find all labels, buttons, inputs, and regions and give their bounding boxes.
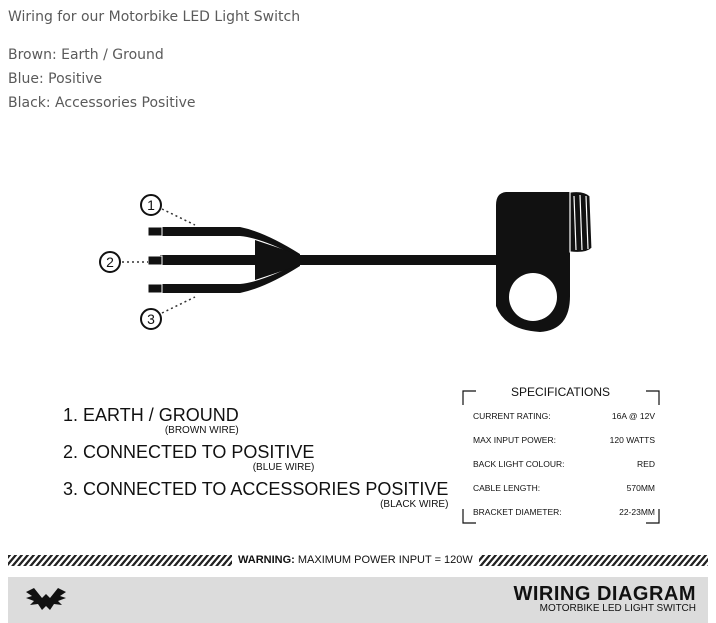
spec-label: BRACKET DIAMETER: xyxy=(473,507,562,517)
spec-value: 16A @ 12V xyxy=(611,411,655,421)
intro-line-blue: Blue: Positive xyxy=(8,71,103,87)
warning-banner xyxy=(232,552,479,568)
warning-label: WARNING: xyxy=(238,554,295,566)
specifications-box xyxy=(461,385,660,525)
spec-value: RED xyxy=(637,459,655,469)
marker-3-label: 3 xyxy=(147,311,155,327)
wire-tips xyxy=(148,227,162,293)
legend-accessories-sub: (BLACK WIRE) xyxy=(380,499,449,510)
switch-body xyxy=(496,192,592,333)
legend-positive-sub: (BLUE WIRE) xyxy=(252,462,315,473)
legend-positive-main: 2. CONNECTED TO POSITIVE xyxy=(63,442,315,462)
marker-3 xyxy=(141,309,161,329)
spec-label: BACK LIGHT COLOUR: xyxy=(473,459,565,469)
marker-2-label: 2 xyxy=(106,254,114,270)
intro-line-brown: Brown: Earth / Ground xyxy=(8,47,164,63)
spec-value: 22-23MM xyxy=(619,507,655,517)
legend-earth xyxy=(63,405,239,436)
intro-line-black: Black: Accessories Positive xyxy=(8,95,196,111)
legend-positive xyxy=(63,442,315,473)
footer-title: WIRING DIAGRAM xyxy=(513,583,696,605)
legend-accessories xyxy=(63,479,449,510)
marker-1 xyxy=(141,195,161,215)
intro-heading: Wiring for our Motorbike LED Light Switch xyxy=(8,9,301,25)
winged-logo-icon xyxy=(24,584,68,614)
wire-bundle xyxy=(160,227,496,293)
spec-value: 120 WATTS xyxy=(609,435,655,445)
spec-label: CURRENT RATING: xyxy=(473,411,551,421)
marker-2 xyxy=(100,252,120,272)
legend-accessories-main: 3. CONNECTED TO ACCESSORIES POSITIVE xyxy=(63,479,449,499)
warning-text: MAXIMUM POWER INPUT = 120W xyxy=(297,554,473,566)
spec-label: MAX INPUT POWER: xyxy=(473,435,556,445)
spec-label: CABLE LENGTH: xyxy=(473,483,541,493)
legend-earth-main: 1. EARTH / GROUND xyxy=(63,405,239,425)
spec-value: 570MM xyxy=(626,483,655,493)
footer-subtitle: MOTORBIKE LED LIGHT SWITCH xyxy=(539,603,696,614)
legend-earth-sub: (BROWN WIRE) xyxy=(164,425,239,436)
specifications-title: SPECIFICATIONS xyxy=(510,385,611,399)
footer-bar xyxy=(8,577,708,623)
marker-1-label: 1 xyxy=(147,197,155,213)
